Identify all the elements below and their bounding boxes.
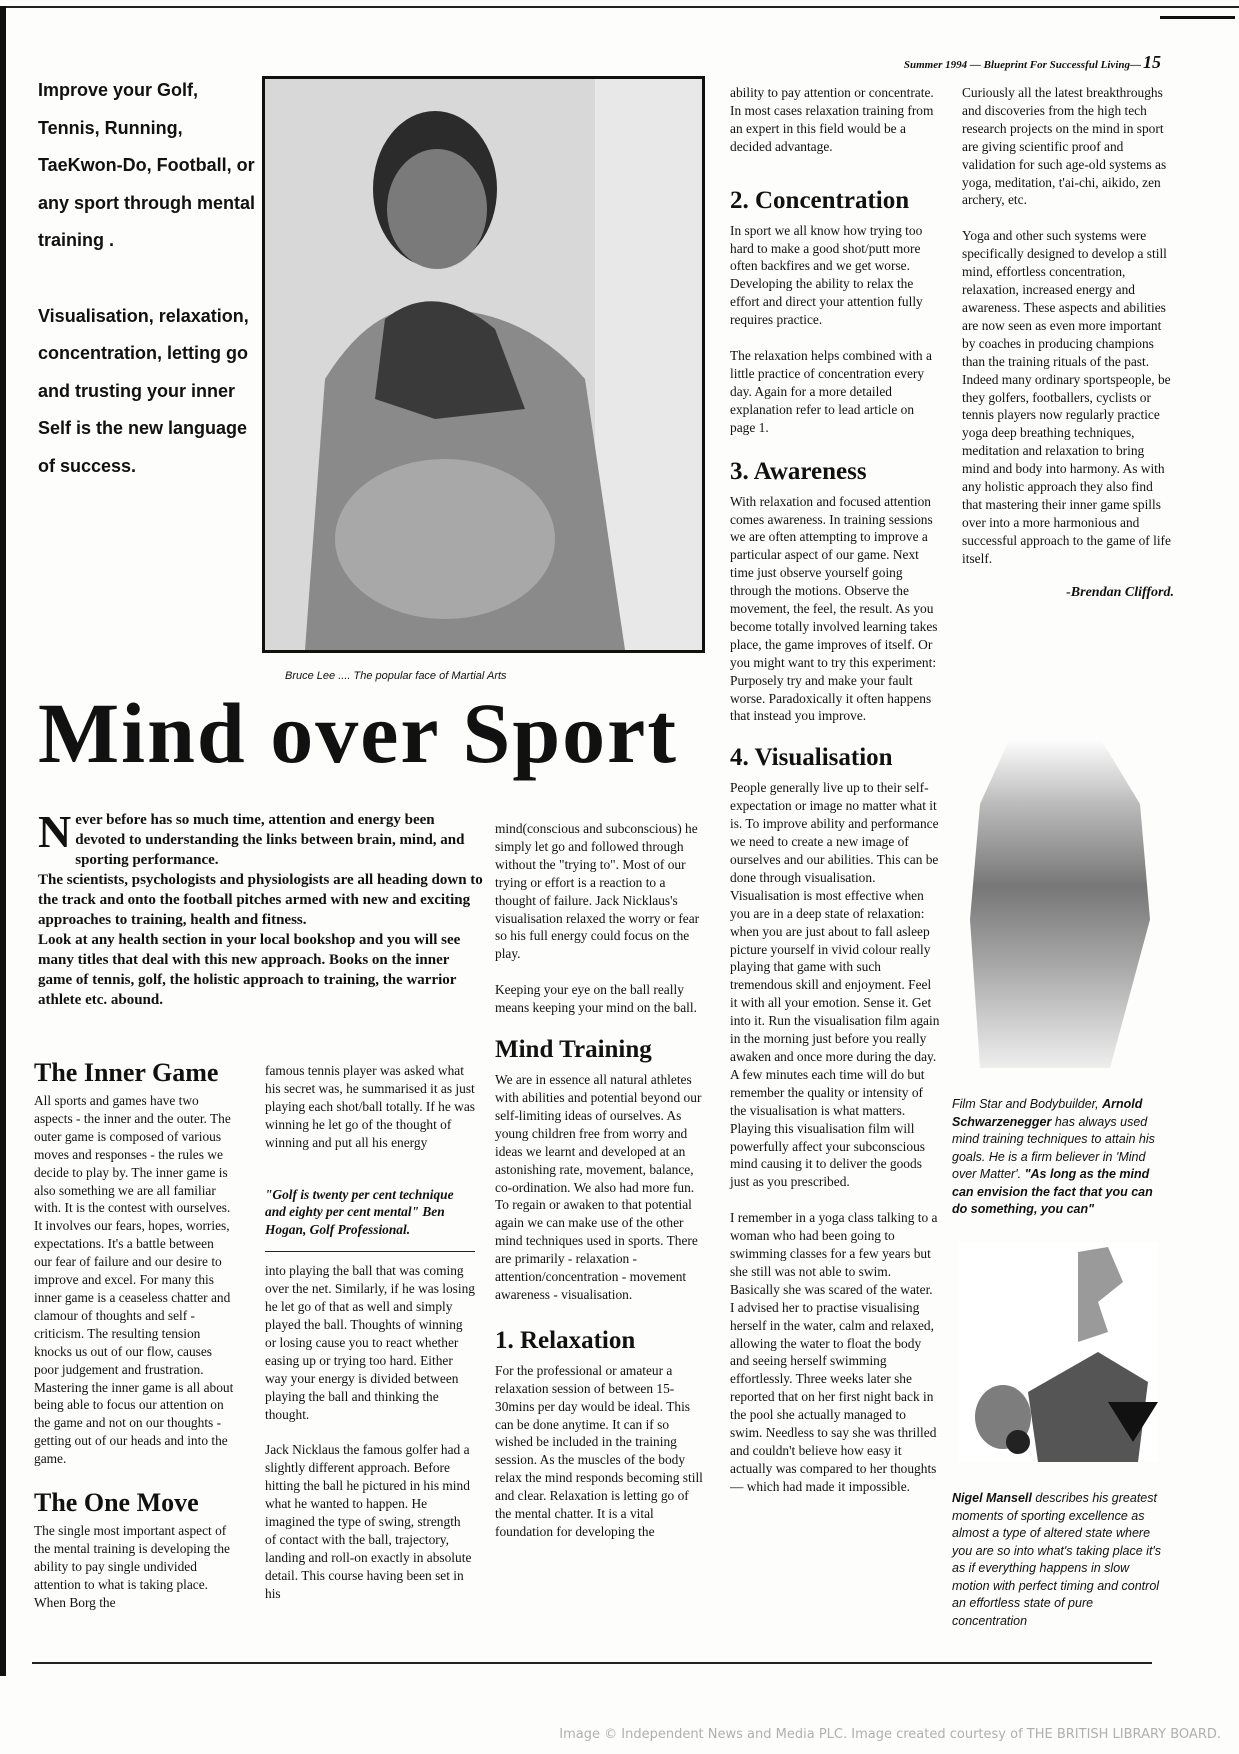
col1-paragraph-1: All sports and games have two aspects - the inner and the outer. The outer game is composed of various moves and responses - the rules we decide to play by. The inner game is also something we are all familiar with. It is the contest with ourselves. It involves our fears, hopes, worries, expectations. It's a battle between our fear of failure and our desire to improve and excel. For many this inner game is a ceaseless chatter and clamour of thoughts and self - criticism. The resulting tension knocks us out of our flow, causes poor judgement and frustration. bbox=[34, 1093, 231, 1377]
heading-awareness: 3. Awareness bbox=[730, 457, 867, 485]
col1-paragraph-3: The single most important aspect of the mental training is developing the ability to pay single undivided attention to what is taking place. When Borg the bbox=[34, 1523, 230, 1610]
copyright-footer: Image © Independent News and Media PLC. Image created courtesy of THE BRITISH LIBRARY BOARD. bbox=[559, 1727, 1221, 1742]
col1-paragraph-2: Mastering the inner game is all about being able to focus our attention on the game and not on our thoughts - getting out of our heads and into the game. bbox=[34, 1379, 234, 1467]
column-1 bbox=[34, 1058, 234, 1612]
caption-arnold-quote: "As long as the mind can envision the fact that you can do something, you can" bbox=[952, 1167, 1153, 1216]
top-rule bbox=[0, 6, 1239, 8]
heading-inner-game: The Inner Game bbox=[34, 1058, 219, 1087]
photo-caption-text: The popular face of Martial Arts bbox=[353, 670, 507, 682]
col4-paragraph-6: I remember in a yoga class talking to a woman who had been going to swimming classes for a few years but she still was not able to swim. Basically she was scared of the water. I advised her to practise visualising herself in the water, calm and relaxed, allowing the water to float the body and seeing herself swimming effortlessly. Three weeks later she reported that on her first night back in the pool she actually managed to swim. Needless to say she was thrilled and couldn't believe how easy it actually was compared to her thoughts — which had made it impossible. bbox=[730, 1210, 938, 1494]
col3-paragraph-2: Keeping your eye on the ball really means keeping your mind on the ball. bbox=[495, 982, 697, 1016]
issue-line: Summer 1994 — Blueprint For Successful Living— bbox=[903, 59, 1141, 71]
promo-line-2: Visualisation, relaxation, concentration, letting go and trusting your inner Self is the new language of success. bbox=[38, 305, 249, 476]
photo-caption: Bruce Lee .... The popular face of Martial Arts bbox=[285, 670, 507, 682]
bruce-lee-photo bbox=[262, 76, 705, 653]
caption-mansell-text: describes his greatest moments of sporting excellence as almost a type of altered state where you are so into what's taking place it's as if everything happens in slow motion with perfect timing and control an effortless state of pure concentration bbox=[952, 1491, 1162, 1628]
col5-paragraph-2: Yoga and other such systems were specifically designed to develop a still mind, effortless concentration, relaxation, increased energy and awareness. These aspects and abilities are now seen as even more important by coaches in producing champions than the training rituals of the past. Indeed many ordinary sportspeople, be they golfers, footballers, cyclists or tennis players now regularly practice yoga deep breathing techniques, meditation and relaxation to bring mind and body into harmony. As with any holistic approach they also find that mastering their inner game spills over into a more harmonious and successful approach to the game of life itself. bbox=[962, 228, 1171, 566]
column-2 bbox=[265, 1062, 475, 1603]
trophy-celebration-icon bbox=[958, 1242, 1158, 1462]
caption-arnold-line1: Film Star and Bodybuilder, bbox=[952, 1097, 1099, 1111]
col3-paragraph-1: mind(conscious and subconscious) he simply let go and followed through without the "trying to". Most of our trying or effort is a reaction to a thought of failure. Jack Nicklaus's visualisation relaxed the worry or fear so his full energy could focus on the play. bbox=[495, 821, 700, 962]
heading-one-move: The One Move bbox=[34, 1488, 199, 1518]
caption-arnold: Film Star and Bodybuilder, Arnold Schwarzenegger has always used mind training techniques to attain his goals. He is a firm believer in 'Mind over Matter'. "As long as the mind can envision the fact that you can do something, you can" bbox=[952, 1097, 1155, 1216]
column-4 bbox=[730, 84, 940, 1496]
pull-quote-ben-hogan: "Golf is twenty per cent technique and eighty per cent mental" Ben Hogan, Golf Professional. bbox=[265, 1186, 454, 1238]
heading-mind-training: Mind Training bbox=[495, 1036, 652, 1064]
page-header bbox=[904, 52, 1161, 73]
quote-rule bbox=[265, 1251, 475, 1252]
lede-paragraph-2: The scientists, psychologists and physiologists are all heading down to the track and onto the football pitches armed with new and exciting approaches to training, health and fitness. bbox=[38, 872, 483, 928]
lede-paragraph-3: Look at any health section in your local bookshop and you will see many titles that deal with this new approach. Books on the inner game of tennis, golf, the holistic approach to training, the warrior athlete etc. abound. bbox=[38, 932, 461, 1008]
page-number: 15 bbox=[1143, 52, 1161, 72]
lede-paragraph-1 bbox=[38, 806, 483, 870]
col2-paragraph-3: Jack Nicklaus the famous golfer had a slightly different approach. Before hitting the ball he pictured in his mind what he wanted to happen. He imagined the type of swing, strength of contact with the ball, trajectory, landing and roll-on exactly in absolute detail. This course having been set in his bbox=[265, 1442, 472, 1601]
col4-paragraph-2: In sport we all know how trying too hard to make a good shot/putt more often backfires and we get worse. Developing the ability to relax the effort and direct your attention fully requires practice. bbox=[730, 222, 923, 328]
caption-arnold-name: Arnold Schwarzenegger bbox=[952, 1097, 1143, 1129]
col4-paragraph-1: ability to pay attention or concentrate. In most cases relaxation training from an expert in this field would be a decided advantage. bbox=[730, 85, 934, 154]
col3-paragraph-3: We are in essence all natural athletes with abilities and potential beyond our self-limiting ideas of ourselves. As young children free from worry and ideas we learnt and developed at an astonishing rate, movement, balance, co-ordination. We also had more fun. bbox=[495, 1072, 702, 1195]
column-3 bbox=[495, 820, 707, 1541]
col3-paragraph-5: For the professional or amateur a relaxation session of between 15-30mins per day would be ideal. This can be done anytime. It can if so wished be included in the training session. As the muscles of the body relax the mind responds becoming still and clear. Relaxation is letting go of the mental chatter. It is a vital foundation for developing the bbox=[495, 1362, 703, 1539]
author-signature: -Brendan Clifford. bbox=[1066, 584, 1174, 600]
top-rule-accent bbox=[1160, 16, 1235, 19]
caption-arnold-text: has always used mind training techniques to attain his goals. He is a firm believer in 'Mind over Matter' bbox=[952, 1114, 1155, 1181]
heading-concentration: 2. Concentration bbox=[730, 186, 910, 214]
col4-paragraph-3: The relaxation helps combined with a little practice of concentration every day. Again for a more detailed explanation refer to lead article on page 1. bbox=[730, 348, 932, 435]
nigel-mansell-photo bbox=[958, 1242, 1158, 1462]
column-5 bbox=[962, 84, 1174, 601]
promo-line-1: Improve your Golf, Tennis, Running, TaeKwon-Do, Football, or any sport through mental training . bbox=[38, 80, 256, 250]
col3-paragraph-4: To regain or awaken to that potential again we can make use of the other mind techniques used in sports. There are primarily - relaxation - attention/concentration - movement awareness - visualisation. bbox=[495, 1197, 698, 1302]
promo-text bbox=[38, 72, 263, 523]
caption-mansell-name: Nigel Mansell bbox=[952, 1491, 1032, 1505]
left-margin-notch bbox=[0, 40, 3, 80]
col2-paragraph-2: into playing the ball that was coming over the net. Similarly, if he was losing he let go of that as well and simply played the ball. Thoughts of winning or losing cause you to react whether easing up or trying too hard. Either way your energy is divided between playing the ball and thinking the thought. bbox=[265, 1263, 475, 1422]
col2-paragraph-1: famous tennis player was asked what his secret was, he summarised it as just playing each shot/ball totally. If he was winning he let go of the thought of winning and put all his energy bbox=[265, 1063, 475, 1150]
left-margin-rule bbox=[0, 6, 6, 1676]
col4-paragraph-5: People generally live up to their self-expectation or image no matter what it is. To improve ability and performance we need to create a new image of ourselves and our abilities. This can be done through visualisation. Visualisation is most effective when you are in a deep state of relaxation: when you are just about to fall asleep picture yourself in vivid colour really playing that game with such tremendous skill and enjoyment. Feel it with all your emotion. Sense it. Get into it. Run the visualisation film again in the morning just before you really awaken and once more during the day. A few minutes each time will do but remember the quality or intensity of the visualisation is what matters. Playing this visualisation film will powerfully affect your subconscious mind causing it to deliver the goods just as you prescribed. bbox=[730, 780, 940, 1190]
col4-paragraph-4: With relaxation and focused attention comes awareness. In training sessions we are often attempting to improve a particular aspect of our game. Next time just observe yourself going through the motions. Observe the movement, the feel, the result. As you become totally involved learning takes place, the game improves of itself. Or you might want to try this experiment: Purposely try and make your fault worse. Paradoxically it often happens that instead you improve. bbox=[730, 493, 938, 724]
article-headline: Mind over Sport bbox=[38, 685, 678, 781]
col5-paragraph-1: Curiously all the latest breakthroughs and discoveries from the high tech research projects on the mind in sport are giving scientific proof and validation for such age-old systems as yoga, meditation, t'ai-chi, aikido, zen archery, etc. bbox=[962, 85, 1167, 208]
photo-caption-name: Bruce Lee bbox=[285, 670, 336, 682]
caption-mansell bbox=[952, 1490, 1167, 1630]
heading-relaxation: 1. Relaxation bbox=[495, 1326, 636, 1354]
arnold-schwarzenegger-photo bbox=[960, 738, 1160, 1068]
bottom-rule bbox=[32, 1662, 1152, 1664]
drop-cap: N bbox=[38, 806, 72, 857]
lede-p1-text: ever before has so much time, attention and energy been devoted to understanding the links between brain, mind, and sporting performance. bbox=[75, 812, 465, 868]
bruce-lee-silhouette-icon bbox=[265, 79, 702, 650]
article-lede bbox=[38, 806, 483, 1010]
heading-visualisation: 4. Visualisation bbox=[730, 744, 893, 772]
